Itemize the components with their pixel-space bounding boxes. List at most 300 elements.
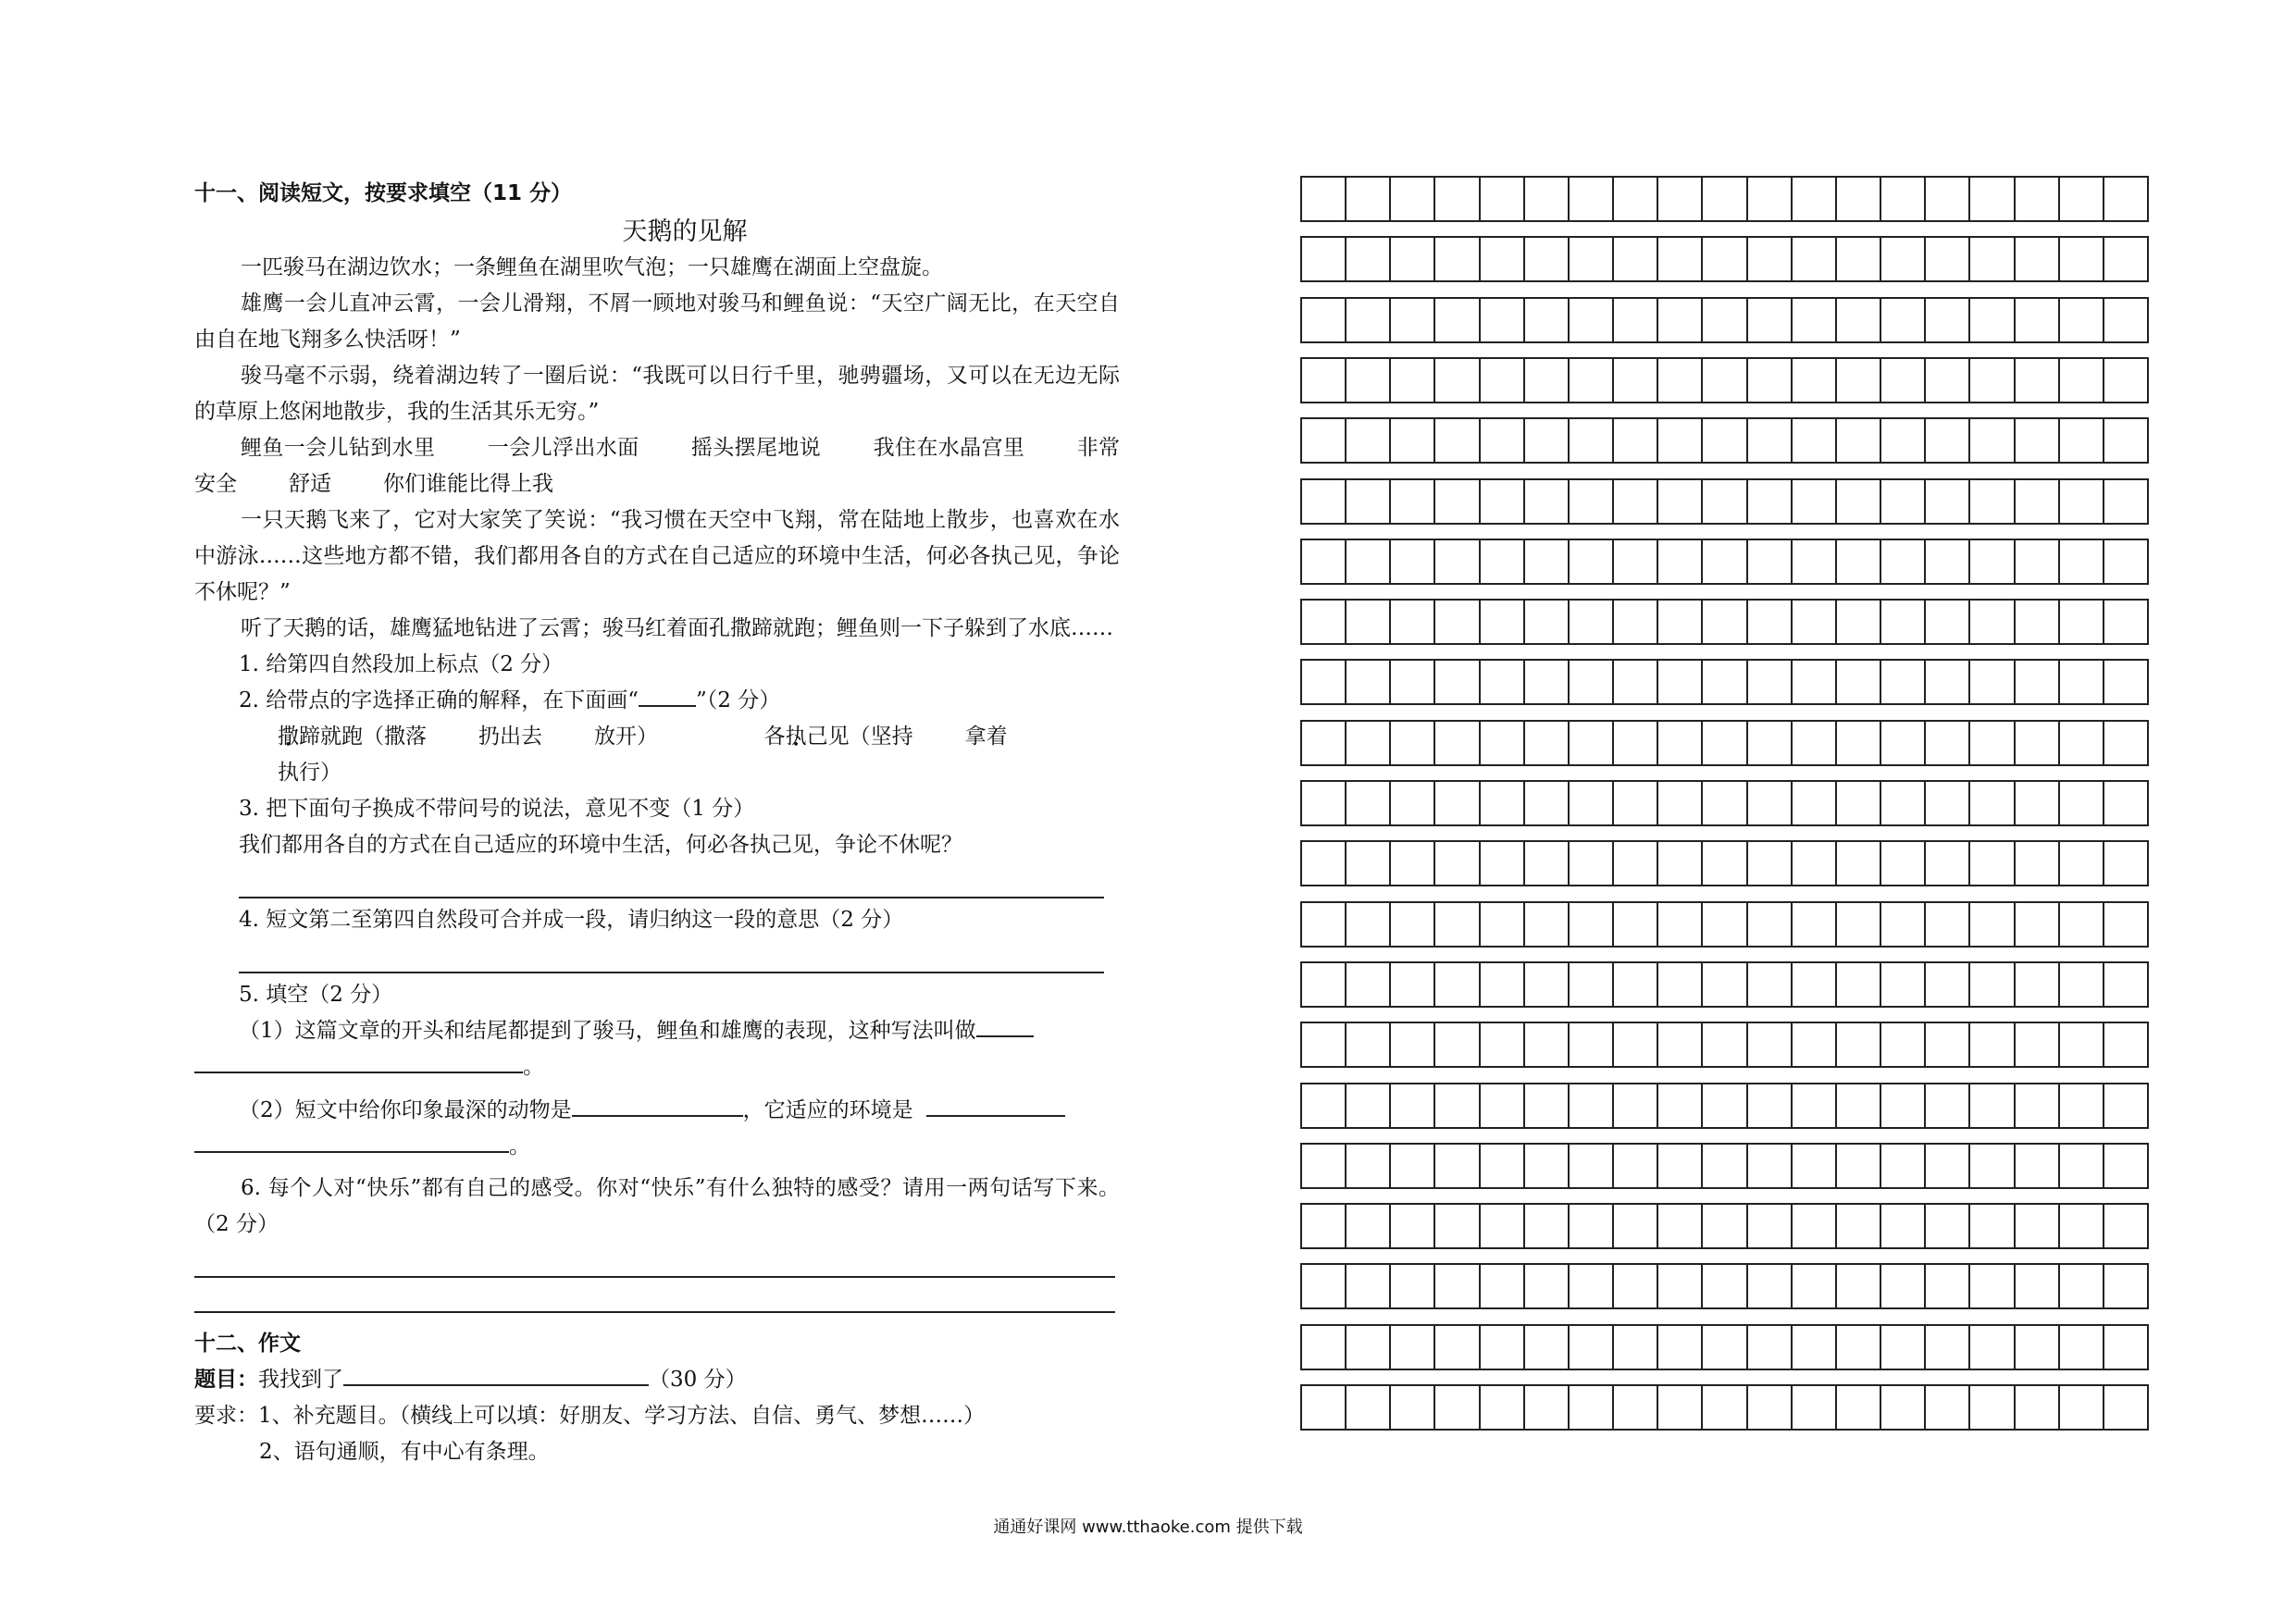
grid-cell[interactable] xyxy=(1568,963,1612,1006)
grid-cell[interactable] xyxy=(2103,1145,2149,1187)
grid-cell[interactable] xyxy=(1791,1023,1835,1066)
grid-cell[interactable] xyxy=(1657,299,1701,341)
grid-cell[interactable] xyxy=(1568,1145,1612,1187)
grid-cell[interactable] xyxy=(1657,661,1701,703)
grid-cell[interactable] xyxy=(1968,1023,2013,1066)
grid-cell[interactable] xyxy=(2058,601,2103,643)
grid-cell[interactable] xyxy=(1523,238,1568,280)
grid-cell[interactable] xyxy=(1968,661,2013,703)
grid-cell[interactable] xyxy=(2058,178,2103,220)
grid-cell[interactable] xyxy=(1657,359,1701,402)
answer-blank[interactable] xyxy=(926,1093,1065,1117)
grid-cell[interactable] xyxy=(1701,238,1745,280)
grid-cell[interactable] xyxy=(1345,1326,1389,1369)
grid-cell[interactable] xyxy=(2103,842,2149,885)
grid-cell[interactable] xyxy=(1968,178,2013,220)
grid-cell[interactable] xyxy=(1791,1145,1835,1187)
grid-cell[interactable] xyxy=(1433,1386,1478,1429)
grid-cell[interactable] xyxy=(1612,540,1657,583)
grid-cell[interactable] xyxy=(1568,903,1612,946)
grid-cell[interactable] xyxy=(1835,1265,1880,1307)
grid-cell[interactable] xyxy=(1433,1084,1478,1127)
grid-cell[interactable] xyxy=(1300,1386,1345,1429)
grid-cell[interactable] xyxy=(1300,1265,1345,1307)
grid-cell[interactable] xyxy=(1835,1205,1880,1247)
grid-cell[interactable] xyxy=(1612,299,1657,341)
grid-cell[interactable] xyxy=(1479,842,1523,885)
grid-cell[interactable] xyxy=(1657,903,1701,946)
grid-cell[interactable] xyxy=(2014,238,2058,280)
grid-cell[interactable] xyxy=(1345,419,1389,462)
grid-cell[interactable] xyxy=(1924,1084,1968,1127)
grid-cell[interactable] xyxy=(1924,963,1968,1006)
grid-cell[interactable] xyxy=(2014,178,2058,220)
grid-cell[interactable] xyxy=(1791,1326,1835,1369)
grid-cell[interactable] xyxy=(1479,1386,1523,1429)
grid-cell[interactable] xyxy=(1345,722,1389,764)
grid-cell[interactable] xyxy=(1880,540,1924,583)
grid-cell[interactable] xyxy=(2014,299,2058,341)
grid-cell[interactable] xyxy=(1433,1265,1478,1307)
grid-cell[interactable] xyxy=(2014,1145,2058,1187)
grid-cell[interactable] xyxy=(2058,419,2103,462)
grid-cell[interactable] xyxy=(1568,782,1612,824)
grid-cell[interactable] xyxy=(1746,1084,1791,1127)
grid-cell[interactable] xyxy=(1657,601,1701,643)
grid-cell[interactable] xyxy=(2058,1265,2103,1307)
grid-cell[interactable] xyxy=(1835,782,1880,824)
grid-cell[interactable] xyxy=(1433,601,1478,643)
grid-cell[interactable] xyxy=(2058,299,2103,341)
grid-cell[interactable] xyxy=(1835,661,1880,703)
grid-cell[interactable] xyxy=(1924,419,1968,462)
grid-cell[interactable] xyxy=(1300,903,1345,946)
grid-cell[interactable] xyxy=(1345,1205,1389,1247)
grid-cell[interactable] xyxy=(1791,299,1835,341)
grid-cell[interactable] xyxy=(2058,782,2103,824)
grid-cell[interactable] xyxy=(1880,480,1924,523)
grid-cell[interactable] xyxy=(1479,540,1523,583)
grid-cell[interactable] xyxy=(1880,178,1924,220)
grid-cell[interactable] xyxy=(1568,480,1612,523)
grid-cell[interactable] xyxy=(1924,359,1968,402)
grid-cell[interactable] xyxy=(1433,1326,1478,1369)
grid-cell[interactable] xyxy=(1657,419,1701,462)
grid-cell[interactable] xyxy=(1791,601,1835,643)
grid-cell[interactable] xyxy=(1746,1205,1791,1247)
grid-cell[interactable] xyxy=(1835,842,1880,885)
grid-cell[interactable] xyxy=(2103,299,2149,341)
grid-cell[interactable] xyxy=(1968,1386,2013,1429)
grid-cell[interactable] xyxy=(1389,601,1433,643)
grid-cell[interactable] xyxy=(1389,1145,1433,1187)
grid-cell[interactable] xyxy=(1701,1145,1745,1187)
grid-cell[interactable] xyxy=(1479,661,1523,703)
grid-cell[interactable] xyxy=(1523,1265,1568,1307)
grid-cell[interactable] xyxy=(1389,782,1433,824)
grid-cell[interactable] xyxy=(1791,178,1835,220)
grid-cell[interactable] xyxy=(1568,359,1612,402)
grid-cell[interactable] xyxy=(1701,842,1745,885)
grid-cell[interactable] xyxy=(2058,963,2103,1006)
grid-cell[interactable] xyxy=(2103,903,2149,946)
grid-cell[interactable] xyxy=(1791,1084,1835,1127)
grid-cell[interactable] xyxy=(1924,782,1968,824)
grid-cell[interactable] xyxy=(1433,1145,1478,1187)
grid-cell[interactable] xyxy=(1924,1326,1968,1369)
grid-cell[interactable] xyxy=(1924,1205,1968,1247)
grid-cell[interactable] xyxy=(1924,178,1968,220)
grid-cell[interactable] xyxy=(2014,722,2058,764)
grid-cell[interactable] xyxy=(1791,480,1835,523)
grid-cell[interactable] xyxy=(1300,359,1345,402)
grid-cell[interactable] xyxy=(1924,1023,1968,1066)
grid-cell[interactable] xyxy=(1701,903,1745,946)
grid-cell[interactable] xyxy=(1479,782,1523,824)
grid-cell[interactable] xyxy=(2103,359,2149,402)
grid-cell[interactable] xyxy=(1701,782,1745,824)
grid-cell[interactable] xyxy=(1746,1145,1791,1187)
grid-cell[interactable] xyxy=(1612,480,1657,523)
grid-cell[interactable] xyxy=(1701,1265,1745,1307)
grid-cell[interactable] xyxy=(1345,1145,1389,1187)
grid-cell[interactable] xyxy=(1389,842,1433,885)
grid-cell[interactable] xyxy=(1880,238,1924,280)
grid-cell[interactable] xyxy=(1389,1205,1433,1247)
grid-cell[interactable] xyxy=(1924,540,1968,583)
grid-cell[interactable] xyxy=(1612,722,1657,764)
grid-cell[interactable] xyxy=(1612,1145,1657,1187)
grid-cell[interactable] xyxy=(1791,661,1835,703)
grid-cell[interactable] xyxy=(1746,178,1791,220)
grid-cell[interactable] xyxy=(1389,963,1433,1006)
grid-cell[interactable] xyxy=(1433,963,1478,1006)
grid-cell[interactable] xyxy=(1835,1084,1880,1127)
grid-cell[interactable] xyxy=(1701,661,1745,703)
grid-cell[interactable] xyxy=(1523,1145,1568,1187)
grid-cell[interactable] xyxy=(1835,1326,1880,1369)
grid-cell[interactable] xyxy=(1479,1205,1523,1247)
grid-cell[interactable] xyxy=(2058,540,2103,583)
grid-cell[interactable] xyxy=(1300,480,1345,523)
grid-cell[interactable] xyxy=(1345,1084,1389,1127)
grid-cell[interactable] xyxy=(1746,601,1791,643)
grid-cell[interactable] xyxy=(1300,1326,1345,1369)
grid-cell[interactable] xyxy=(2058,1386,2103,1429)
grid-cell[interactable] xyxy=(2014,661,2058,703)
grid-cell[interactable] xyxy=(1479,963,1523,1006)
grid-cell[interactable] xyxy=(1479,722,1523,764)
grid-cell[interactable] xyxy=(1568,722,1612,764)
grid-cell[interactable] xyxy=(1968,1145,2013,1187)
grid-cell[interactable] xyxy=(1835,722,1880,764)
grid-cell[interactable] xyxy=(1657,178,1701,220)
grid-cell[interactable] xyxy=(1389,722,1433,764)
grid-cell[interactable] xyxy=(1657,1386,1701,1429)
grid-cell[interactable] xyxy=(1924,238,1968,280)
grid-cell[interactable] xyxy=(1389,299,1433,341)
grid-cell[interactable] xyxy=(1433,722,1478,764)
grid-cell[interactable] xyxy=(1479,238,1523,280)
grid-cell[interactable] xyxy=(1433,238,1478,280)
grid-cell[interactable] xyxy=(1880,842,1924,885)
grid-cell[interactable] xyxy=(1657,963,1701,1006)
grid-cell[interactable] xyxy=(1300,1023,1345,1066)
grid-cell[interactable] xyxy=(2103,178,2149,220)
grid-cell[interactable] xyxy=(1746,1326,1791,1369)
grid-cell[interactable] xyxy=(1880,1084,1924,1127)
grid-cell[interactable] xyxy=(2014,903,2058,946)
answer-line[interactable] xyxy=(194,1278,1115,1313)
grid-cell[interactable] xyxy=(2014,601,2058,643)
grid-cell[interactable] xyxy=(1612,903,1657,946)
grid-cell[interactable] xyxy=(1701,178,1745,220)
grid-cell[interactable] xyxy=(1968,480,2013,523)
grid-cell[interactable] xyxy=(2103,601,2149,643)
grid-cell[interactable] xyxy=(1968,1265,2013,1307)
grid-cell[interactable] xyxy=(1657,1084,1701,1127)
grid-cell[interactable] xyxy=(1701,1084,1745,1127)
grid-cell[interactable] xyxy=(1657,540,1701,583)
grid-cell[interactable] xyxy=(1791,1205,1835,1247)
grid-cell[interactable] xyxy=(1701,299,1745,341)
grid-cell[interactable] xyxy=(1300,842,1345,885)
grid-cell[interactable] xyxy=(1433,782,1478,824)
grid-cell[interactable] xyxy=(1345,782,1389,824)
grid-cell[interactable] xyxy=(1701,963,1745,1006)
grid-cell[interactable] xyxy=(1746,1386,1791,1429)
grid-cell[interactable] xyxy=(1657,1023,1701,1066)
grid-cell[interactable] xyxy=(1746,661,1791,703)
grid-cell[interactable] xyxy=(1612,1023,1657,1066)
grid-cell[interactable] xyxy=(1479,1265,1523,1307)
grid-cell[interactable] xyxy=(1300,299,1345,341)
grid-cell[interactable] xyxy=(1746,359,1791,402)
grid-cell[interactable] xyxy=(1968,722,2013,764)
grid-cell[interactable] xyxy=(1746,963,1791,1006)
grid-cell[interactable] xyxy=(1389,1084,1433,1127)
grid-cell[interactable] xyxy=(1479,1023,1523,1066)
grid-cell[interactable] xyxy=(1612,963,1657,1006)
grid-cell[interactable] xyxy=(1389,480,1433,523)
grid-cell[interactable] xyxy=(1880,1205,1924,1247)
grid-cell[interactable] xyxy=(1345,1023,1389,1066)
grid-cell[interactable] xyxy=(1523,722,1568,764)
grid-cell[interactable] xyxy=(1657,782,1701,824)
grid-cell[interactable] xyxy=(1880,419,1924,462)
answer-line[interactable] xyxy=(239,938,1104,973)
grid-cell[interactable] xyxy=(1657,238,1701,280)
grid-cell[interactable] xyxy=(1568,1084,1612,1127)
grid-cell[interactable] xyxy=(1746,903,1791,946)
grid-cell[interactable] xyxy=(1612,1386,1657,1429)
grid-cell[interactable] xyxy=(1791,540,1835,583)
grid-cell[interactable] xyxy=(2103,1326,2149,1369)
grid-cell[interactable] xyxy=(2103,722,2149,764)
grid-cell[interactable] xyxy=(1568,540,1612,583)
grid-cell[interactable] xyxy=(1433,1205,1478,1247)
grid-cell[interactable] xyxy=(1568,299,1612,341)
grid-cell[interactable] xyxy=(1523,1326,1568,1369)
grid-cell[interactable] xyxy=(1924,601,1968,643)
grid-cell[interactable] xyxy=(2058,903,2103,946)
grid-cell[interactable] xyxy=(1968,963,2013,1006)
grid-cell[interactable] xyxy=(1389,903,1433,946)
grid-cell[interactable] xyxy=(1835,1145,1880,1187)
grid-cell[interactable] xyxy=(1880,1145,1924,1187)
grid-cell[interactable] xyxy=(1345,299,1389,341)
grid-cell[interactable] xyxy=(1345,963,1389,1006)
grid-cell[interactable] xyxy=(1924,661,1968,703)
grid-cell[interactable] xyxy=(1968,238,2013,280)
grid-cell[interactable] xyxy=(1880,722,1924,764)
grid-cell[interactable] xyxy=(2058,1205,2103,1247)
grid-cell[interactable] xyxy=(1880,903,1924,946)
grid-cell[interactable] xyxy=(1612,1265,1657,1307)
grid-cell[interactable] xyxy=(1835,1023,1880,1066)
grid-cell[interactable] xyxy=(1746,480,1791,523)
grid-cell[interactable] xyxy=(2103,1265,2149,1307)
grid-cell[interactable] xyxy=(1701,601,1745,643)
grid-cell[interactable] xyxy=(2058,238,2103,280)
grid-cell[interactable] xyxy=(1523,661,1568,703)
grid-cell[interactable] xyxy=(1568,1326,1612,1369)
grid-cell[interactable] xyxy=(1701,1386,1745,1429)
grid-cell[interactable] xyxy=(1300,1145,1345,1187)
grid-cell[interactable] xyxy=(2058,359,2103,402)
grid-cell[interactable] xyxy=(2058,1145,2103,1187)
grid-cell[interactable] xyxy=(2014,782,2058,824)
grid-cell[interactable] xyxy=(1746,540,1791,583)
grid-cell[interactable] xyxy=(1612,1205,1657,1247)
grid-cell[interactable] xyxy=(1746,842,1791,885)
grid-cell[interactable] xyxy=(1345,601,1389,643)
grid-cell[interactable] xyxy=(1568,178,1612,220)
grid-cell[interactable] xyxy=(1389,419,1433,462)
grid-cell[interactable] xyxy=(1791,1386,1835,1429)
grid-cell[interactable] xyxy=(2058,1326,2103,1369)
grid-cell[interactable] xyxy=(1701,1326,1745,1369)
grid-cell[interactable] xyxy=(1568,1023,1612,1066)
grid-cell[interactable] xyxy=(1880,299,1924,341)
grid-cell[interactable] xyxy=(1389,661,1433,703)
grid-cell[interactable] xyxy=(1345,359,1389,402)
grid-cell[interactable] xyxy=(2058,1084,2103,1127)
grid-cell[interactable] xyxy=(1968,1326,2013,1369)
grid-cell[interactable] xyxy=(2103,540,2149,583)
grid-cell[interactable] xyxy=(2014,1205,2058,1247)
grid-cell[interactable] xyxy=(1479,1326,1523,1369)
grid-cell[interactable] xyxy=(1835,238,1880,280)
grid-cell[interactable] xyxy=(1657,1326,1701,1369)
grid-cell[interactable] xyxy=(1968,419,2013,462)
composition-grid[interactable] xyxy=(1300,176,2149,1478)
grid-cell[interactable] xyxy=(1523,601,1568,643)
grid-cell[interactable] xyxy=(1300,601,1345,643)
grid-cell[interactable] xyxy=(2014,1386,2058,1429)
grid-cell[interactable] xyxy=(1433,299,1478,341)
grid-cell[interactable] xyxy=(1880,1265,1924,1307)
grid-cell[interactable] xyxy=(1523,903,1568,946)
grid-cell[interactable] xyxy=(1433,540,1478,583)
grid-cell[interactable] xyxy=(1880,359,1924,402)
grid-cell[interactable] xyxy=(1345,480,1389,523)
grid-cell[interactable] xyxy=(1791,419,1835,462)
grid-cell[interactable] xyxy=(1612,1084,1657,1127)
grid-cell[interactable] xyxy=(1433,661,1478,703)
grid-cell[interactable] xyxy=(1924,480,1968,523)
grid-cell[interactable] xyxy=(1523,540,1568,583)
grid-cell[interactable] xyxy=(1300,178,1345,220)
grid-cell[interactable] xyxy=(1433,419,1478,462)
grid-cell[interactable] xyxy=(1924,1386,1968,1429)
grid-cell[interactable] xyxy=(1345,842,1389,885)
grid-cell[interactable] xyxy=(1345,903,1389,946)
grid-cell[interactable] xyxy=(1479,1145,1523,1187)
grid-cell[interactable] xyxy=(1433,480,1478,523)
grid-cell[interactable] xyxy=(1880,963,1924,1006)
grid-cell[interactable] xyxy=(1746,722,1791,764)
grid-cell[interactable] xyxy=(1389,359,1433,402)
grid-cell[interactable] xyxy=(1523,1084,1568,1127)
grid-cell[interactable] xyxy=(1300,419,1345,462)
grid-cell[interactable] xyxy=(1701,480,1745,523)
grid-cell[interactable] xyxy=(1523,419,1568,462)
grid-cell[interactable] xyxy=(1701,1023,1745,1066)
grid-cell[interactable] xyxy=(2014,963,2058,1006)
grid-cell[interactable] xyxy=(2014,359,2058,402)
grid-cell[interactable] xyxy=(1880,1023,1924,1066)
grid-cell[interactable] xyxy=(1924,842,1968,885)
grid-cell[interactable] xyxy=(1612,1326,1657,1369)
grid-cell[interactable] xyxy=(1880,1326,1924,1369)
answer-line[interactable] xyxy=(194,1243,1115,1278)
grid-cell[interactable] xyxy=(1746,238,1791,280)
grid-cell[interactable] xyxy=(1968,903,2013,946)
grid-cell[interactable] xyxy=(1835,359,1880,402)
grid-cell[interactable] xyxy=(1300,661,1345,703)
grid-cell[interactable] xyxy=(1523,963,1568,1006)
grid-cell[interactable] xyxy=(1968,842,2013,885)
grid-cell[interactable] xyxy=(2014,1326,2058,1369)
grid-cell[interactable] xyxy=(1657,1145,1701,1187)
grid-cell[interactable] xyxy=(1300,540,1345,583)
grid-cell[interactable] xyxy=(1612,178,1657,220)
grid-cell[interactable] xyxy=(1701,419,1745,462)
grid-cell[interactable] xyxy=(1791,238,1835,280)
grid-cell[interactable] xyxy=(1568,661,1612,703)
grid-cell[interactable] xyxy=(1880,1386,1924,1429)
grid-cell[interactable] xyxy=(1612,419,1657,462)
grid-cell[interactable] xyxy=(1968,359,2013,402)
grid-cell[interactable] xyxy=(1968,1084,2013,1127)
grid-cell[interactable] xyxy=(1389,1023,1433,1066)
grid-cell[interactable] xyxy=(1791,963,1835,1006)
grid-cell[interactable] xyxy=(2103,963,2149,1006)
topic-blank[interactable] xyxy=(343,1362,649,1386)
grid-cell[interactable] xyxy=(2014,842,2058,885)
grid-cell[interactable] xyxy=(1568,238,1612,280)
grid-cell[interactable] xyxy=(1968,782,2013,824)
grid-cell[interactable] xyxy=(2103,1386,2149,1429)
grid-cell[interactable] xyxy=(1880,601,1924,643)
grid-cell[interactable] xyxy=(1433,359,1478,402)
grid-cell[interactable] xyxy=(1612,661,1657,703)
grid-cell[interactable] xyxy=(1835,178,1880,220)
grid-cell[interactable] xyxy=(1389,540,1433,583)
grid-cell[interactable] xyxy=(1523,782,1568,824)
grid-cell[interactable] xyxy=(2103,1205,2149,1247)
